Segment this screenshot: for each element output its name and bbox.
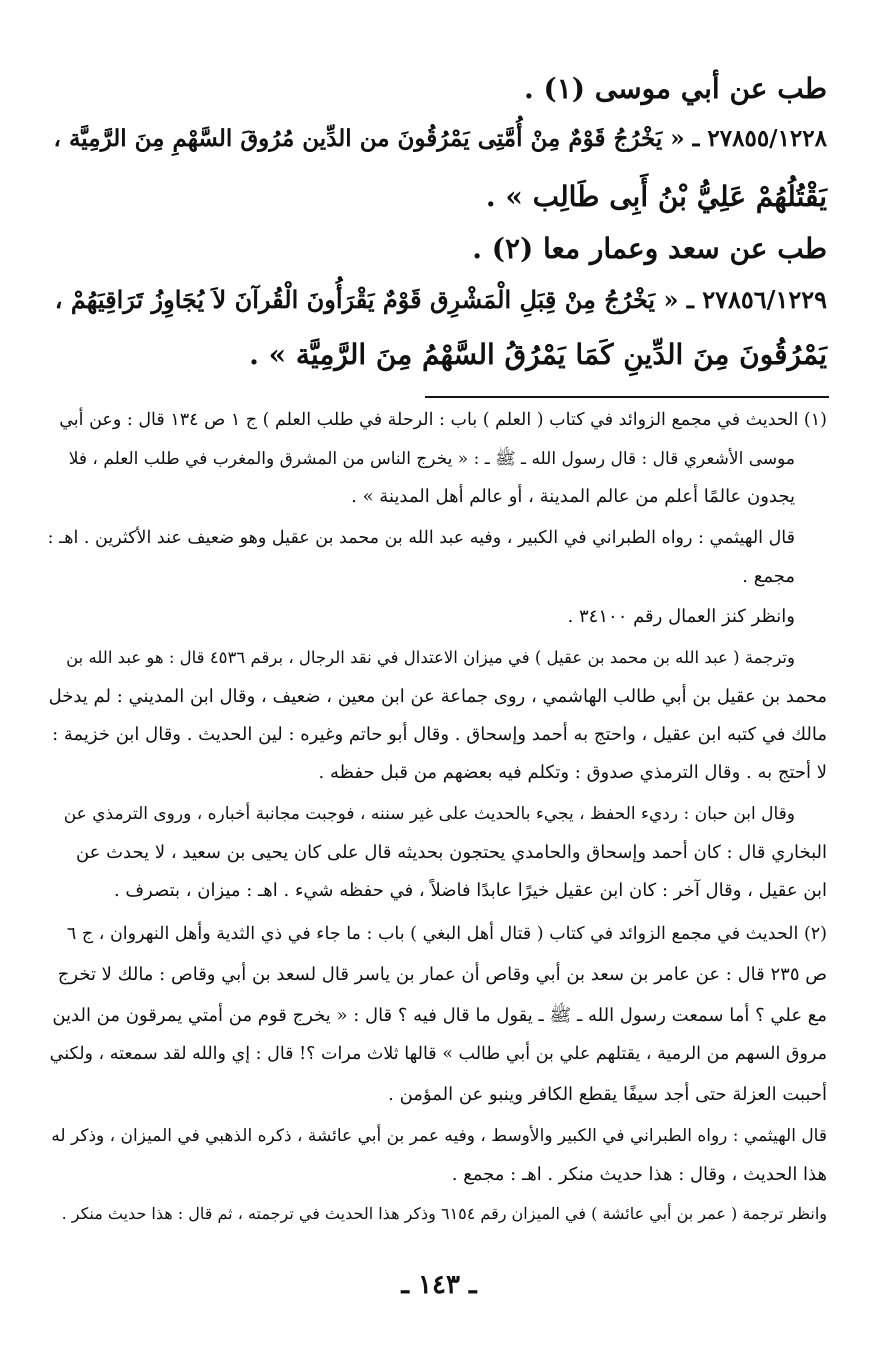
hadith-1228-line: ٢٧٨٥٥/١٢٢٨ ـ « يَخْرُجُ قَوْمٌ مِنْ أُمَّتِى يَمْرُقُونَ من الدِّين مُرُوقَ السَّهْمِ مِنَ الرَّمِيَّة ، <box>53 125 827 152</box>
footnote-line: هذا الحديث ، وقال : هذا حديث منكر . اهـ : مجمع . <box>451 1164 827 1185</box>
footnote-2-line: (٢) الحديث في مجمع الزوائد في كتاب ( قتال أهل البغي ) باب : ما جاء في ذي الثدية وأهل النهروان ، ج ٦ <box>66 924 827 944</box>
footnote-line: ص ٢٣٥ قال : عن عامر بن سعد بن أبي وقاص أن عمار بن ياسر قال لسعد بن أبي وقاص : مالك لا تخرج <box>57 964 827 985</box>
main-line: يَقْتُلُهُمْ عَلِيُّ بْنُ أَبِى طَالِب » . <box>485 180 827 213</box>
footnote-line: مع علي ؟ أما سمعت رسول الله ـ ﷺ ـ يقول ما قال فيه ؟ قال : « يخرج قوم من أمتي يمرقون من الدين <box>52 1005 827 1026</box>
footnote-line: مروق السهم من الرمية ، يقتلهم علي بن أبي طالب » قالها ثلاث مرات ؟! قال : إي والله لقد سمعته ، ولكني <box>49 1044 827 1064</box>
footnote-line: محمد بن عقيل بن أبي طالب الهاشمي ، روى جماعة عن ابن معين ، ضعيف ، وقال ابن المديني : لم يدخل <box>48 686 827 707</box>
main-line: طب عن سعد وعمار معا (٢) . <box>472 232 827 265</box>
main-line: يَمْرُقُونَ مِنَ الدِّينِ كَمَا يَمْرُقُ السَّهْمُ مِنَ الرَّمِيَّة » . <box>249 338 827 371</box>
footnote-line: وانظر كنز العمال رقم ٣٤١٠٠ . <box>567 606 795 627</box>
footnote-line: لا أحتج به . وقال الترمذي صدوق : وتكلم فيه بعضهم من قبل حفظه . <box>318 762 827 783</box>
footnote-line: وقال ابن حبان : رديء الحفظ ، يجيء بالحديث على غير سننه ، فوجبت مجانبة أخباره ، وروى الترمذي عن <box>63 804 795 824</box>
footnote-line: مجمع . <box>742 566 795 587</box>
footnote-line: يجدون عالمًا أعلم من عالم المدينة ، أو عالم أهل المدينة » . <box>351 486 795 507</box>
footnote-line: قال الهيثمي : رواه الطبراني في الكبير ، وفيه عبد الله بن محمد بن عقيل وهو ضعيف عند الأكثرين . اهـ : <box>47 528 795 548</box>
hadith-1229-line: ٢٧٨٥٦/١٢٢٩ ـ « يَخْرُجُ مِنْ قِبَلِ الْمَشْرِق قَوْمٌ يَقْرَأُونَ الْقُرآنَ لاَ يُجَاوِزُ تَرَاقِيَهُمْ ، <box>54 285 827 314</box>
footnote-line: موسى الأشعري قال : قال رسول الله ـ ﷺ ـ : « يخرج الناس من المشرق والمغرب في طلب العلم ، فلا <box>68 449 795 469</box>
footnote-line: ابن عقيل ، وقال آخر : كان ابن عقيل خيرًا عابدًا فاضلاً ، في حفظه شيء . اهـ : ميزان ، بتصرف . <box>113 880 827 901</box>
footnote-separator <box>425 396 829 398</box>
footnote-line: وانظر ترجمة ( عمر بن أبي عائشة ) في الميزان رقم ٦١٥٤ وذكر هذا الحديث في ترجمته ، ثم قال : هذا حديث منكر . <box>61 1204 827 1223</box>
footnote-line: قال الهيثمي : رواه الطبراني في الكبير والأوسط ، وفيه عمر بن أبي عائشة ، ذكره الذهبي في الميزان ، وذكر له <box>51 1126 827 1146</box>
footnote-line: البخاري قال : كان أحمد وإسحاق والحامدي يحتجون بحديثه قال على كان يحيى بن سعيد ، لا يحدث عن <box>75 842 827 863</box>
footnote-line: أحببت العزلة حتى أجد سيفًا يقطع الكافر وينبو عن المؤمن . <box>388 1084 827 1105</box>
footnote-line: وترجمة ( عبد الله بن محمد بن عقيل ) في ميزان الاعتدال في نقد الرجال ، برقم ٤٥٣٦ قال : هو عبد الله بن <box>66 648 795 667</box>
footnote-line: مالك في كتبه ابن عقيل ، واحتج به أحمد وإسحاق . وقال أبو حاتم وغيره : لين الحديث . وقال ابن خزيمة : <box>52 724 827 745</box>
footnote-1-line: (١) الحديث في مجمع الزوائد في كتاب ( العلم ) باب : الرحلة في طلب العلم ) ج ١ ص ١٣٤ قال : وعن أبي <box>59 410 827 430</box>
page-number: ـ ١٤٣ ـ <box>401 1270 477 1300</box>
main-line: طب عن أبي موسى (١) . <box>523 72 827 105</box>
